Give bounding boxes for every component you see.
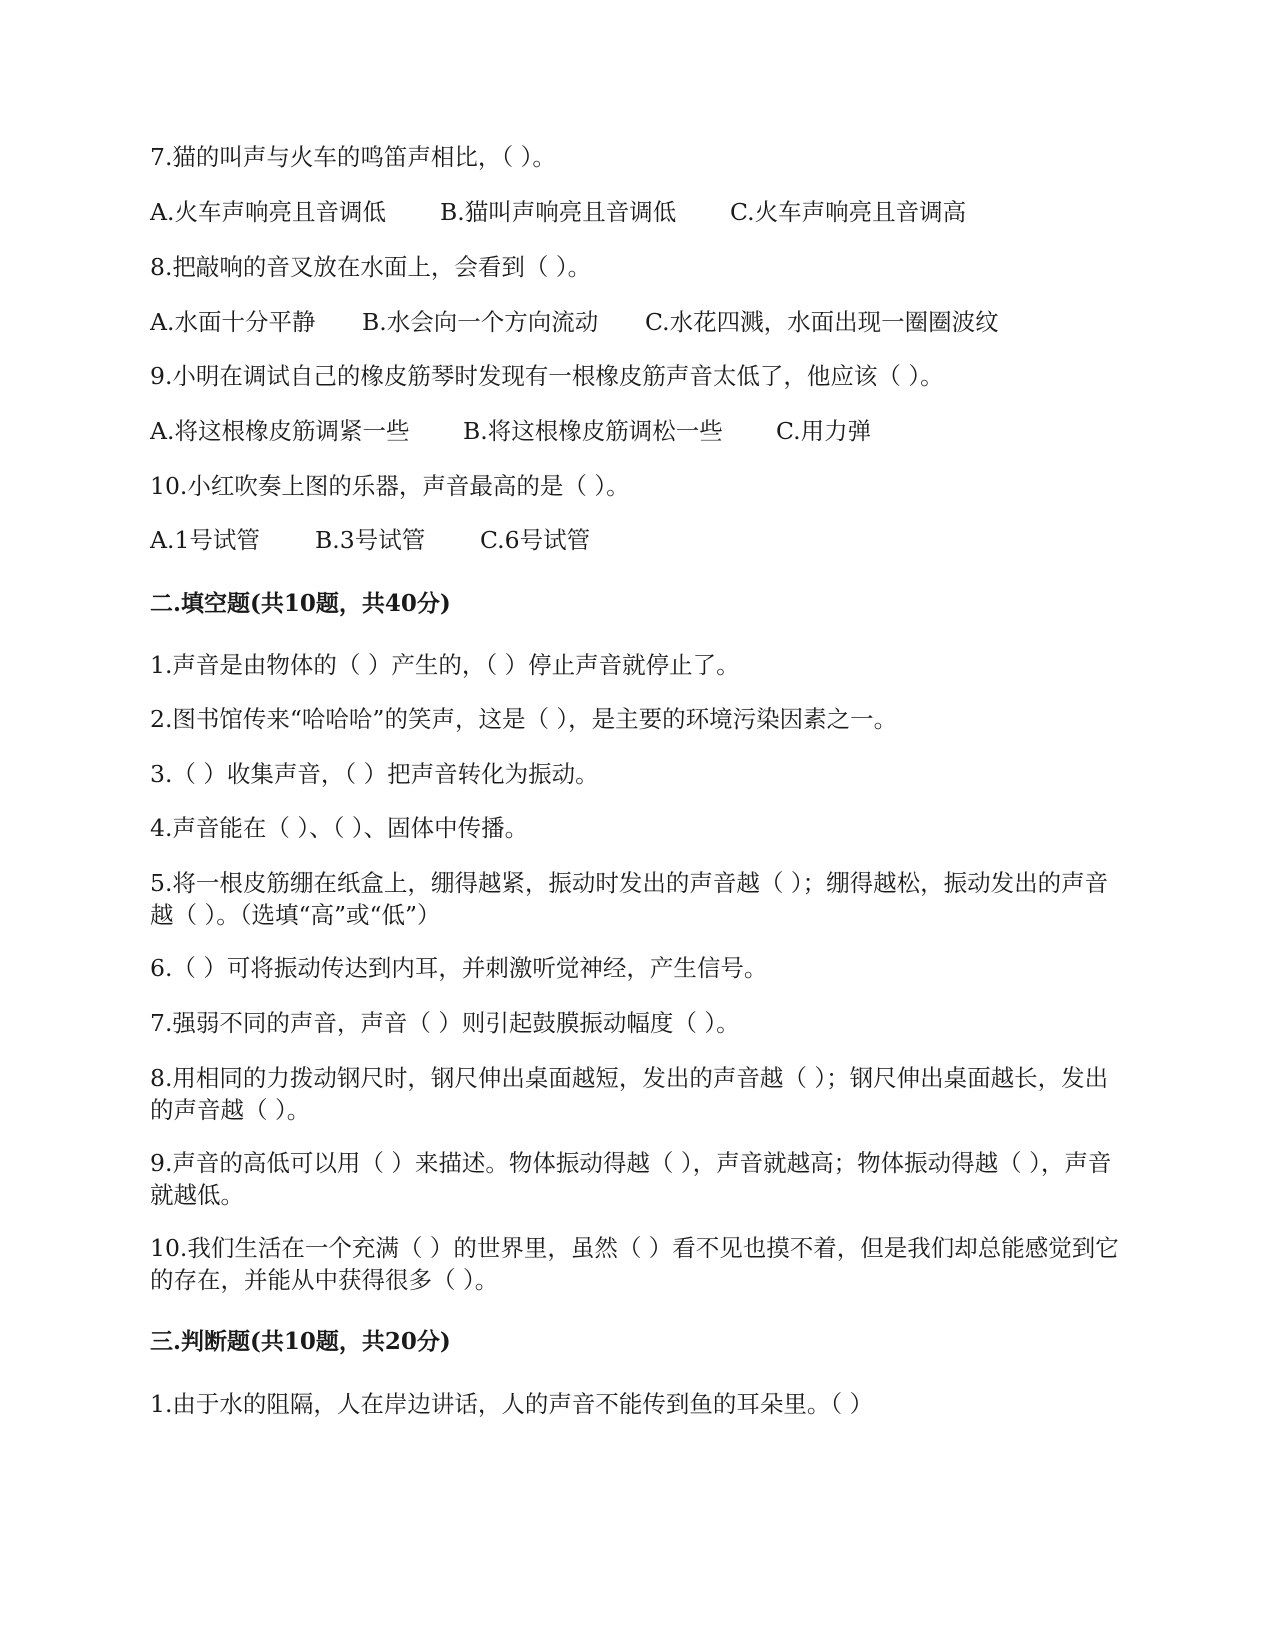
question-10-stem: 10.小红吹奏上图的乐器，声音最高的是（ ）。 (150, 472, 630, 500)
fill-blank-4: 4.声音能在（ ）、（ ）、固体中传播。 (150, 814, 529, 842)
question-9-stem: 9.小明在调试自己的橡皮筋琴时发现有一根橡皮筋声音太低了，他应该（ ）。 (150, 362, 944, 390)
question-8-option-b: B.水会向一个方向流动 (362, 308, 599, 336)
question-8-option-a: A.水面十分平静 (150, 308, 316, 336)
question-8-options (150, 306, 999, 338)
fill-blank-9: 9.声音的高低可以用（ ）来描述。物体振动得越（ ），声音就越高；物体振动得越（ ），声音就越低。 (150, 1149, 1112, 1209)
question-7-option-c: C.火车声响亮且音调高 (730, 198, 967, 226)
fill-blank-7: 7.强弱不同的声音，声音（ ）则引起鼓膜振动幅度（ ）。 (150, 1009, 740, 1037)
question-10-options (150, 524, 590, 556)
question-9-option-a: A.将这根橡皮筋调紧一些 (150, 417, 410, 445)
fill-blank-3: 3.（ ）收集声音，（ ）把声音转化为振动。 (150, 760, 599, 788)
question-9-options (150, 415, 871, 447)
question-8-option-c: C.水花四溅，水面出现一圈圈波纹 (645, 308, 999, 336)
question-7-stem: 7.猫的叫声与火车的鸣笛声相比，（ ）。 (150, 143, 556, 171)
question-10-option-c: C.6号试管 (480, 526, 591, 554)
true-false-1: 1.由于水的阻隔，人在岸边讲话，人的声音不能传到鱼的耳朵里。（ ） (150, 1390, 874, 1418)
fill-blank-5: 5.将一根皮筋绷在纸盒上，绷得越紧，振动时发出的声音越（ ）；绷得越松，振动发出的声音越（ ）。（选填“高”或“低”） (150, 869, 1109, 929)
section-2-heading: 二.填空题(共10题，共40分) (150, 590, 451, 617)
question-7-option-a: A.火车声响亮且音调低 (150, 198, 386, 226)
question-10-option-b: B.3号试管 (315, 526, 426, 554)
question-7-options (150, 196, 966, 228)
question-7-option-b: B.猫叫声响亮且音调低 (440, 198, 677, 226)
question-8-stem: 8.把敲响的音叉放在水面上，会看到（ ）。 (150, 253, 592, 281)
question-10-option-a: A.1号试管 (150, 526, 260, 554)
question-9-option-b: B.将这根橡皮筋调松一些 (463, 417, 723, 445)
question-9-option-c: C.用力弹 (776, 417, 872, 445)
fill-blank-2: 2.图书馆传来“哈哈哈”的笑声，这是（ ），是主要的环境污染因素之一。 (150, 705, 898, 733)
fill-blank-1: 1.声音是由物体的（ ）产生的，（ ）停止声音就停止了。 (150, 651, 740, 679)
fill-blank-6: 6.（ ）可将振动传达到内耳，并刺激听觉神经，产生信号。 (150, 954, 768, 982)
fill-blank-10: 10.我们生活在一个充满（ ）的世界里，虽然（ ）看不见也摸不着，但是我们却总能感觉到它的存在，并能从中获得很多（ ）。 (150, 1234, 1119, 1294)
fill-blank-8: 8.用相同的力拨动钢尺时，钢尺伸出桌面越短，发出的声音越（ ）；钢尺伸出桌面越长，发出的声音越（ ）。 (150, 1064, 1109, 1124)
section-3-heading: 三.判断题(共10题，共20分) (150, 1328, 451, 1355)
